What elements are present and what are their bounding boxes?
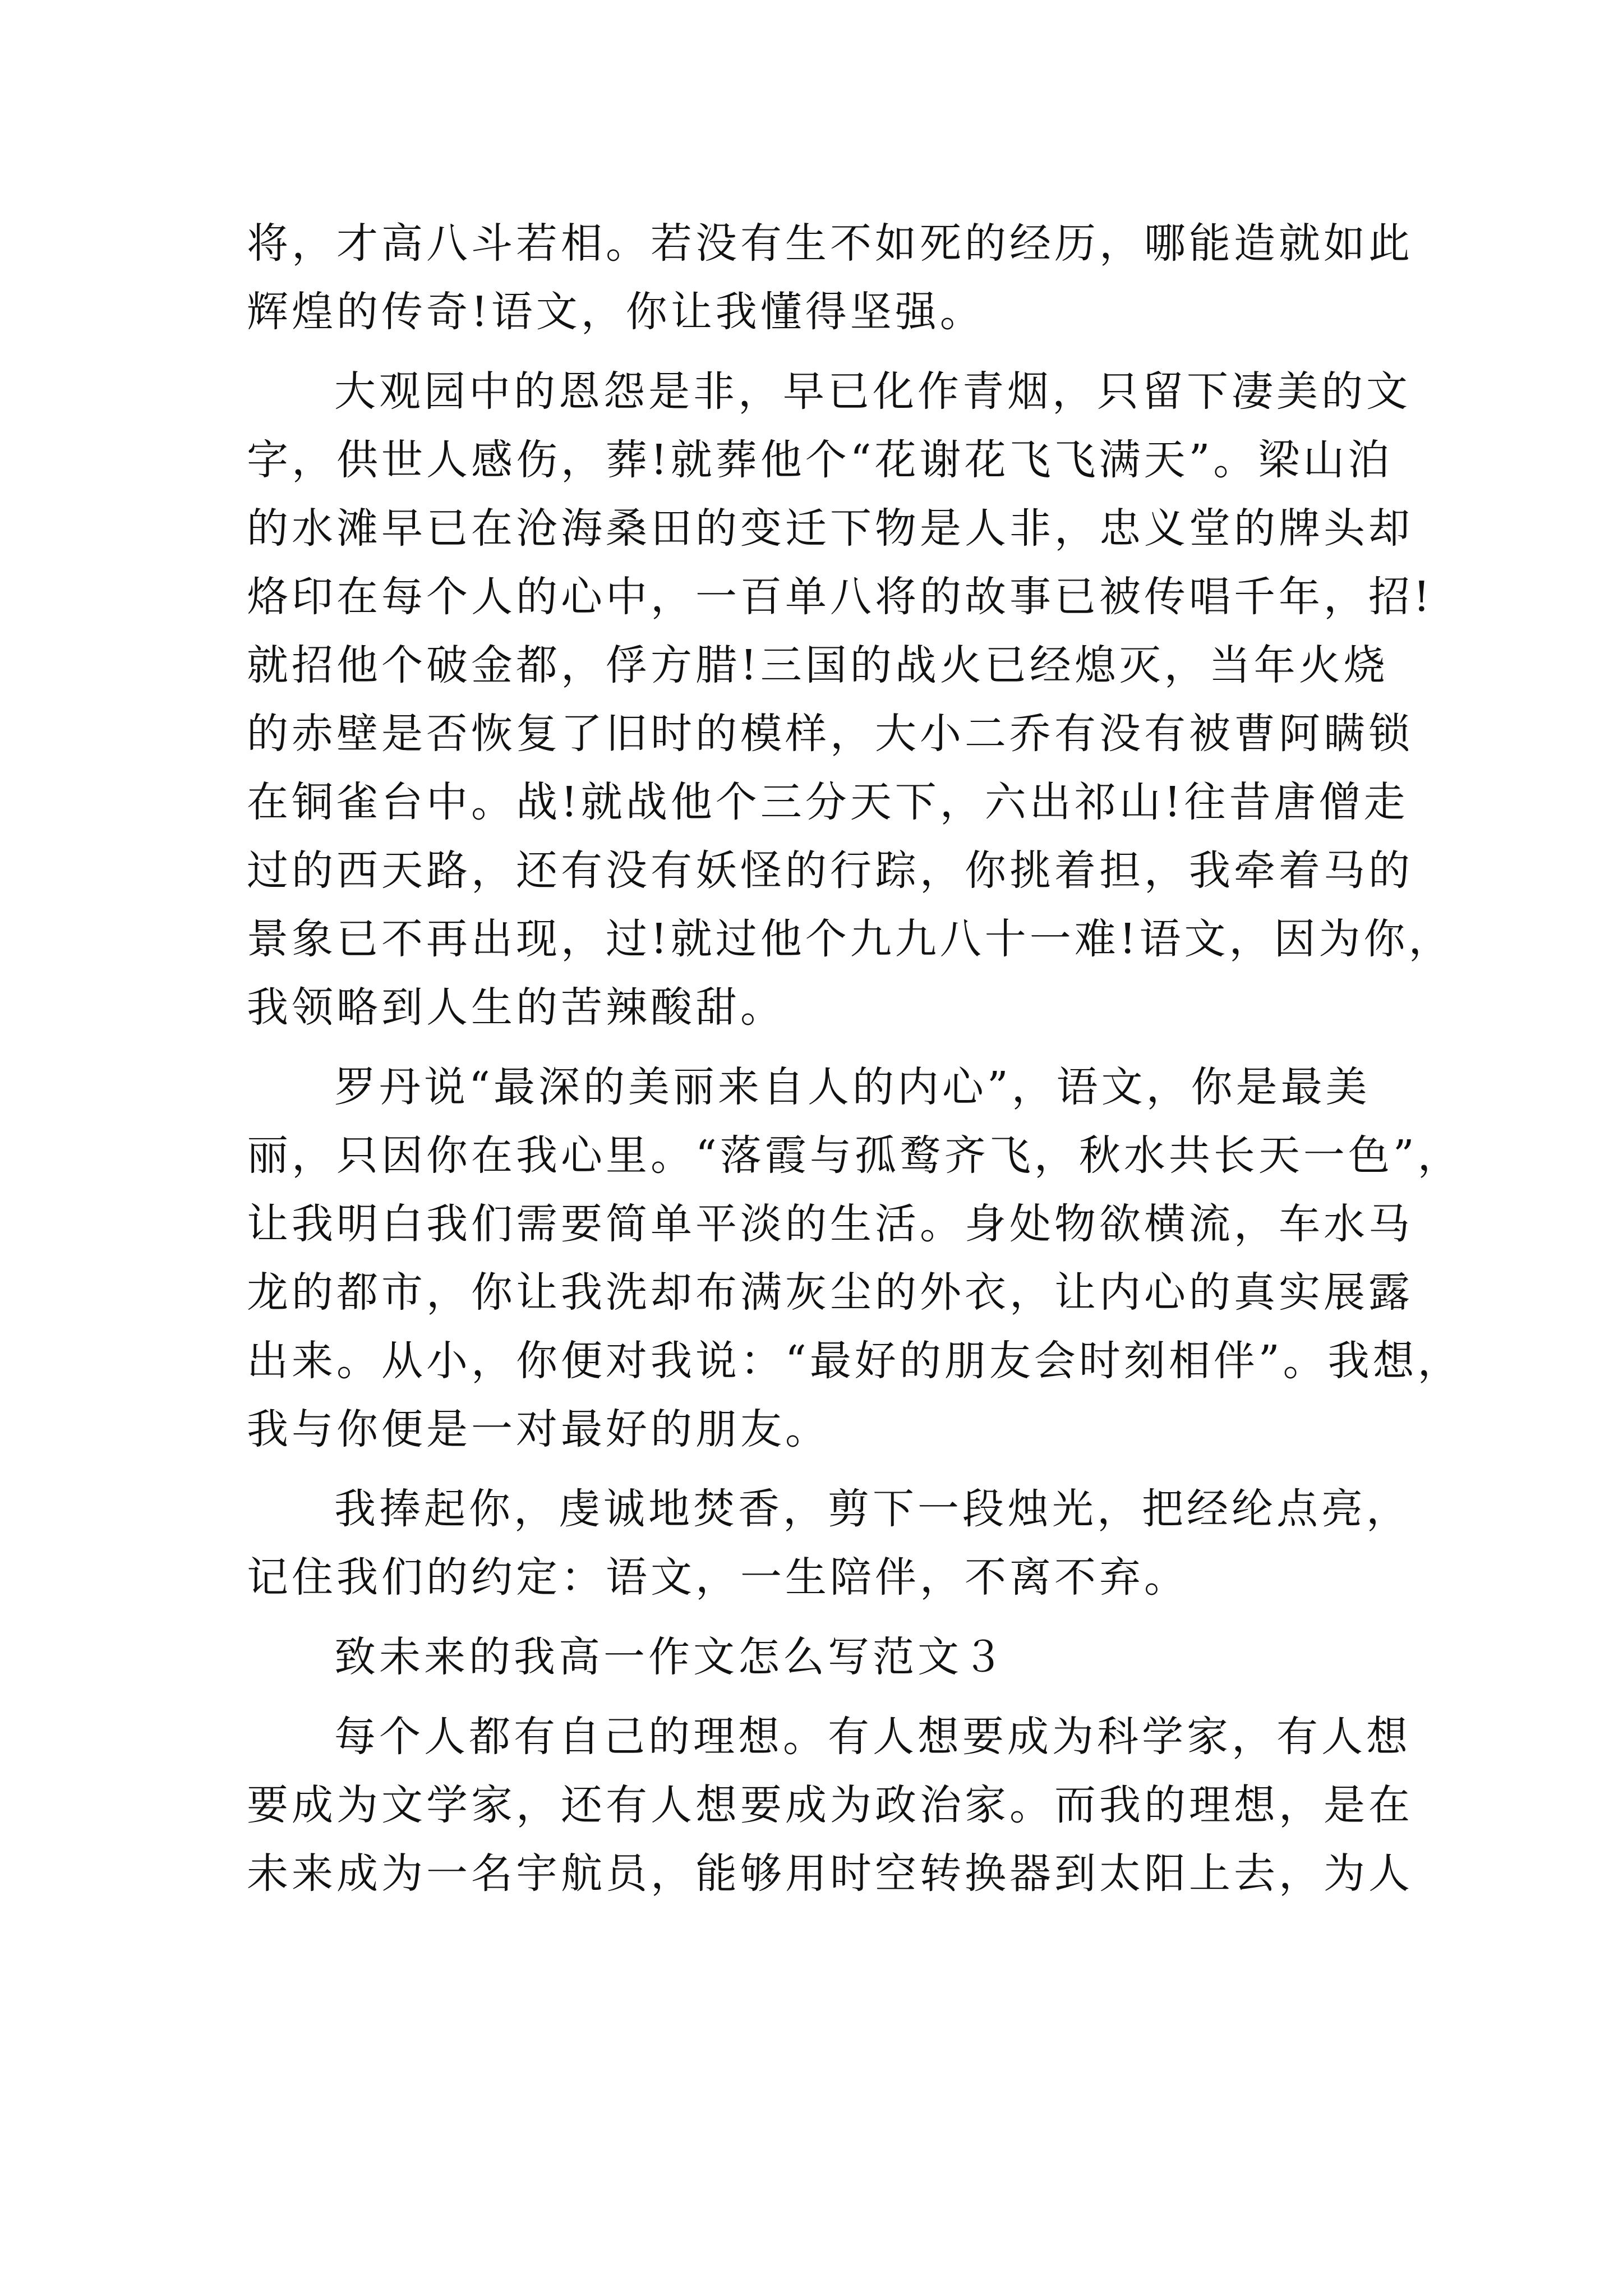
text-line: 记住我们的约定：语文，一生陪伴，不离不弃。: [247, 1553, 1189, 1602]
text-line: 过的西天路，还有没有妖怪的行踪，你挑着担，我牵着马的: [247, 846, 1413, 895]
text-line: 龙的都市，你让我洗却布满灰尘的外衣，让内心的真实展露: [247, 1268, 1413, 1317]
text-line: 将，才高八斗若相。若没有生不如死的经历，哪能造就如此: [247, 219, 1413, 268]
text-line: 辉煌的传奇!语文，你让我懂得坚强。: [247, 288, 985, 336]
text-line: 让我明白我们需要简单平淡的生活。身处物欲横流，车水马: [247, 1200, 1413, 1248]
paragraph-first-line: 罗丹说“最深的美丽来自人的内心”，语文，你是最美: [334, 1063, 1371, 1111]
paragraph-first-line: 我捧起你，虔诚地焚香，剪下一段烛光，把经纶点亮，: [334, 1485, 1411, 1533]
section-heading: 致未来的我高一作文怎么写范文３: [334, 1633, 1007, 1681]
paragraph-first-line: 大观园中的恩怨是非，早已化作青烟，只留下凄美的文: [334, 367, 1411, 416]
text-line: 出来。从小，你便对我说：“最好的朋友会时刻相伴”。我想，: [247, 1337, 1463, 1385]
text-line: 的赤壁是否恢复了旧时的模样，大小二乔有没有被曹阿瞒锁: [247, 710, 1413, 758]
text-line: 要成为文学家，还有人想要成为政治家。而我的理想，是在: [247, 1781, 1413, 1829]
text-line: 景象已不再出现，过!就过他个九九八十一难!语文，因为你，: [247, 915, 1454, 963]
text-line: 烙印在每个人的心中，一百单八将的故事已被传唱千年，招!: [247, 573, 1433, 621]
text-line: 的水滩早已在沧海桑田的变迁下物是人非，忠义堂的牌头却: [247, 504, 1413, 553]
text-line: 就招他个破金都，俘方腊!三国的战火已经熄灭，当年火烧: [247, 641, 1389, 689]
text-line: 在铜雀台中。战!就战他个三分天下，六出祁山!往昔唐僧走: [247, 778, 1409, 826]
paragraph-first-line: 每个人都有自己的理想。有人想要成为科学家，有人想: [334, 1713, 1411, 1761]
text-line: 字，供世人感伤，葬!就葬他个“花谢花飞飞满天”。梁山泊: [247, 436, 1393, 484]
text-line: 我与你便是一对最好的朋友。: [247, 1405, 830, 1453]
text-line: 未来成为一名宇航员，能够用时空转换器到太阳上去，为人: [247, 1849, 1413, 1898]
text-line: 我领略到人生的苦辣酸甜。: [247, 983, 785, 1032]
text-line: 丽，只因你在我心里。“落霞与孤鹜齐飞，秋水共长天一色”，: [247, 1131, 1463, 1180]
